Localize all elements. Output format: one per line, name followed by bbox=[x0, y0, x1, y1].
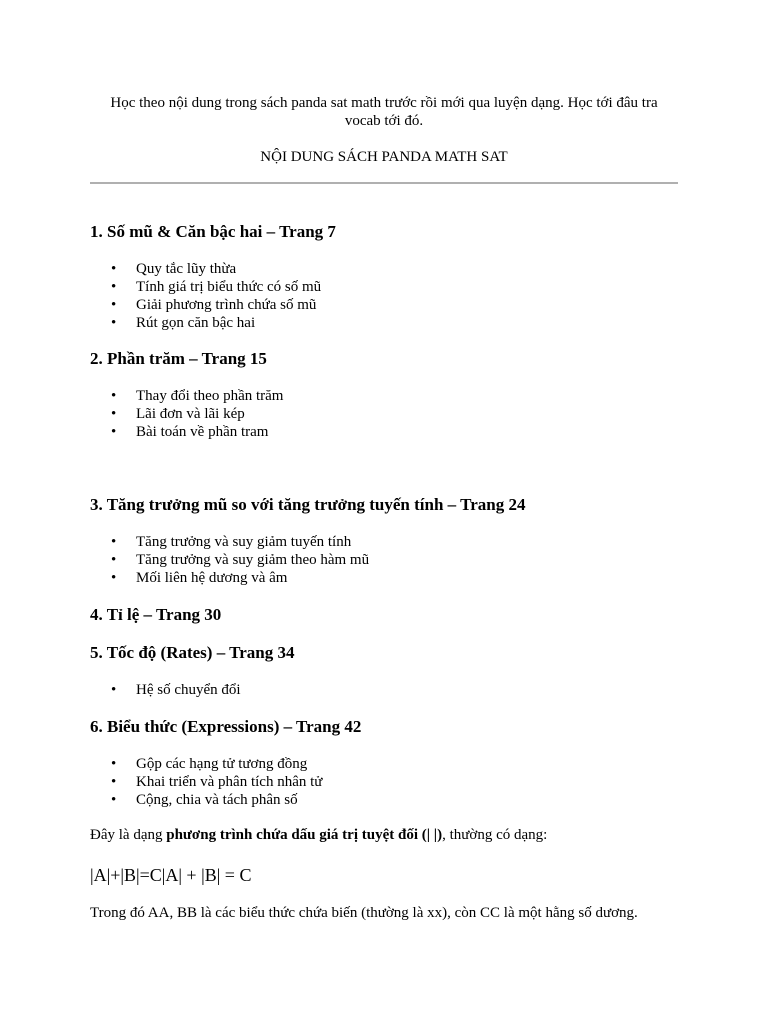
list-item: • Mối liên hệ dương và âm bbox=[90, 569, 369, 587]
section-list-3 bbox=[90, 533, 369, 587]
section-list-6 bbox=[90, 755, 322, 809]
list-item: • Tính giá trị biểu thức có số mũ bbox=[90, 278, 321, 296]
horizontal-rule bbox=[90, 182, 678, 184]
list-item: • Giải phương trình chứa số mũ bbox=[90, 296, 321, 314]
note-prefix: Đây là dạng bbox=[90, 827, 167, 843]
section-list-2 bbox=[90, 387, 283, 441]
list-item: • Cộng, chia và tách phân số bbox=[90, 791, 322, 809]
note-bold: phương trình chứa dấu giá trị tuyệt đối (| |) bbox=[166, 827, 443, 843]
section-list-1 bbox=[90, 260, 321, 332]
section-heading-6: 6. Biểu thức (Expressions) – Trang 42 bbox=[90, 717, 362, 736]
list-item: • Khai triển và phân tích nhân tử bbox=[90, 773, 322, 791]
list-item: • Quy tắc lũy thừa bbox=[90, 260, 321, 278]
list-item: • Tăng trưởng và suy giảm theo hàm mũ bbox=[90, 551, 369, 569]
list-item: • Bài toán về phần tram bbox=[90, 423, 283, 441]
section-heading-4: 4. Tỉ lệ – Trang 30 bbox=[90, 605, 222, 624]
note-paragraph bbox=[90, 826, 547, 844]
section-list-5 bbox=[90, 681, 241, 699]
section-heading-3: 3. Tăng trưởng mũ so với tăng trưởng tuyến tính – Trang 24 bbox=[90, 495, 526, 514]
intro-text: Học theo nội dung trong sách panda sat math trước rồi mới qua luyện dạng. Học tới đâu tra vocab tới đó. bbox=[110, 95, 658, 129]
explanation-paragraph: Trong đó AA, BB là các biểu thức chứa biến (thường là xx), còn CC là một hằng số dương. bbox=[90, 905, 638, 921]
list-item: • Tăng trưởng và suy giảm tuyến tính bbox=[90, 533, 369, 551]
list-item: • Rút gọn căn bậc hai bbox=[90, 314, 321, 332]
section-heading-2: 2. Phần trăm – Trang 15 bbox=[90, 349, 267, 368]
list-item: • Lãi đơn và lãi kép bbox=[90, 405, 283, 423]
list-item: • Thay đổi theo phần trăm bbox=[90, 387, 283, 405]
list-item: • Gộp các hạng tử tương đồng bbox=[90, 755, 322, 773]
section-heading-5: 5. Tốc độ (Rates) – Trang 34 bbox=[90, 643, 295, 662]
section-heading-1: 1. Số mũ & Căn bậc hai – Trang 7 bbox=[90, 222, 336, 241]
formula: |A|+|B|=C|A| + |B| = C bbox=[90, 865, 252, 885]
document-title: NỘI DUNG SÁCH PANDA MATH SAT bbox=[260, 149, 508, 165]
note-suffix: , thường có dạng: bbox=[442, 827, 548, 843]
list-item: • Hệ số chuyển đổi bbox=[90, 681, 241, 699]
